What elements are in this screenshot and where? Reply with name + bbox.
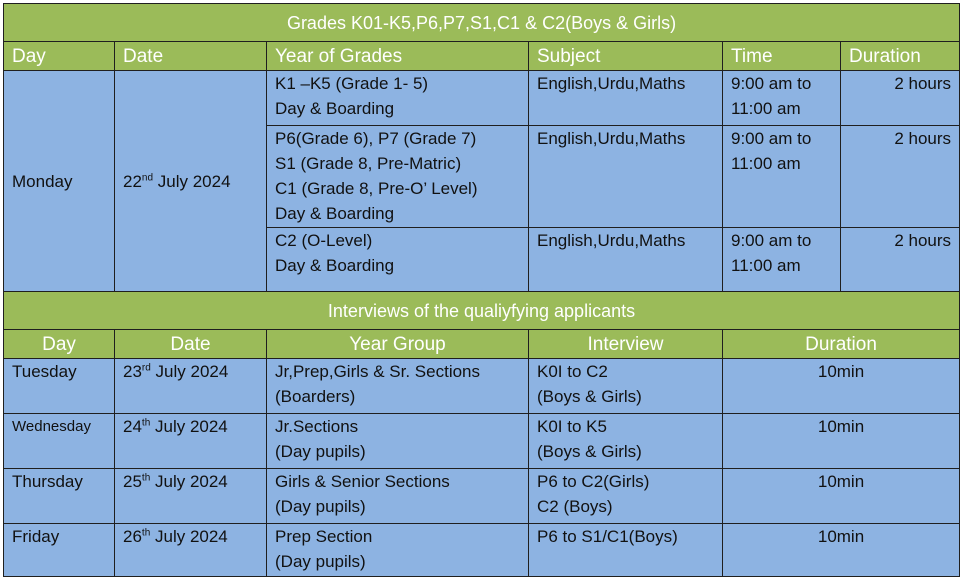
interview-date: 25th July 2024	[115, 469, 267, 524]
exam-grades: K1 –K5 (Grade 1- 5) Day & Boarding	[267, 71, 529, 126]
header-subject: Subject	[529, 42, 723, 71]
interview-group: Girls & Senior Sections (Day pupils)	[267, 469, 529, 524]
interview-day: Friday	[4, 524, 115, 577]
exam-duration: 2 hours	[841, 71, 960, 126]
exam-duration: 2 hours	[841, 228, 960, 292]
exam-date: 22nd July 2024	[115, 71, 267, 292]
exam-grades: P6(Grade 6), P7 (Grade 7) S1 (Grade 8, Pre-Matric) C1 (Grade 8, Pre-O’ Level) Day & Boarding	[267, 126, 529, 228]
interview-range: P6 to S1/C1(Boys)	[529, 524, 723, 577]
interview-row	[4, 359, 960, 414]
header-date: Date	[115, 330, 267, 359]
exam-subject: English,Urdu,Maths	[529, 71, 723, 126]
exam-subject: English,Urdu,Maths	[529, 228, 723, 292]
header-duration: Duration	[841, 42, 960, 71]
header-duration: Duration	[723, 330, 960, 359]
interview-duration: 10min	[723, 524, 960, 577]
exam-time: 9:00 am to 11:00 am	[723, 126, 841, 228]
header-time: Time	[723, 42, 841, 71]
exam-duration: 2 hours	[841, 126, 960, 228]
interview-title: Interviews of the qualiyfying applicants	[4, 292, 960, 330]
schedule-document	[3, 3, 959, 580]
exam-title: Grades K01-K5,P6,P7,S1,C1 & C2(Boys & Girls)	[4, 4, 960, 42]
header-day: Day	[4, 330, 115, 359]
interview-row	[4, 414, 960, 469]
exam-time: 9:00 am to 11:00 am	[723, 71, 841, 126]
exam-time: 9:00 am to 11:00 am	[723, 228, 841, 292]
exam-grades: C2 (O-Level) Day & Boarding	[267, 228, 529, 292]
header-year-of-grades: Year of Grades	[267, 42, 529, 71]
header-date: Date	[115, 42, 267, 71]
interview-duration: 10min	[723, 469, 960, 524]
exam-title-row	[4, 4, 960, 42]
interview-group: Prep Section (Day pupils)	[267, 524, 529, 577]
header-year-group: Year Group	[267, 330, 529, 359]
interview-group: Jr,Prep,Girls & Sr. Sections (Boarders)	[267, 359, 529, 414]
interview-duration: 10min	[723, 414, 960, 469]
exam-header-row	[4, 42, 960, 71]
exam-day: Monday	[4, 71, 115, 292]
interview-title-row	[4, 292, 960, 330]
schedule-table	[3, 3, 960, 577]
interview-date: 24th July 2024	[115, 414, 267, 469]
interview-duration: 10min	[723, 359, 960, 414]
exam-row-1	[4, 71, 960, 126]
interview-group: Jr.Sections (Day pupils)	[267, 414, 529, 469]
interview-range: K0I to C2 (Boys & Girls)	[529, 359, 723, 414]
interview-range: P6 to C2(Girls) C2 (Boys)	[529, 469, 723, 524]
interview-header-row	[4, 330, 960, 359]
interview-row	[4, 524, 960, 577]
exam-subject: English,Urdu,Maths	[529, 126, 723, 228]
interview-day: Wednesday	[4, 414, 115, 469]
interview-day: Thursday	[4, 469, 115, 524]
header-interview: Interview	[529, 330, 723, 359]
interview-range: K0I to K5 (Boys & Girls)	[529, 414, 723, 469]
interview-date: 23rd July 2024	[115, 359, 267, 414]
interview-day: Tuesday	[4, 359, 115, 414]
header-day: Day	[4, 42, 115, 71]
interview-date: 26th July 2024	[115, 524, 267, 577]
interview-row	[4, 469, 960, 524]
